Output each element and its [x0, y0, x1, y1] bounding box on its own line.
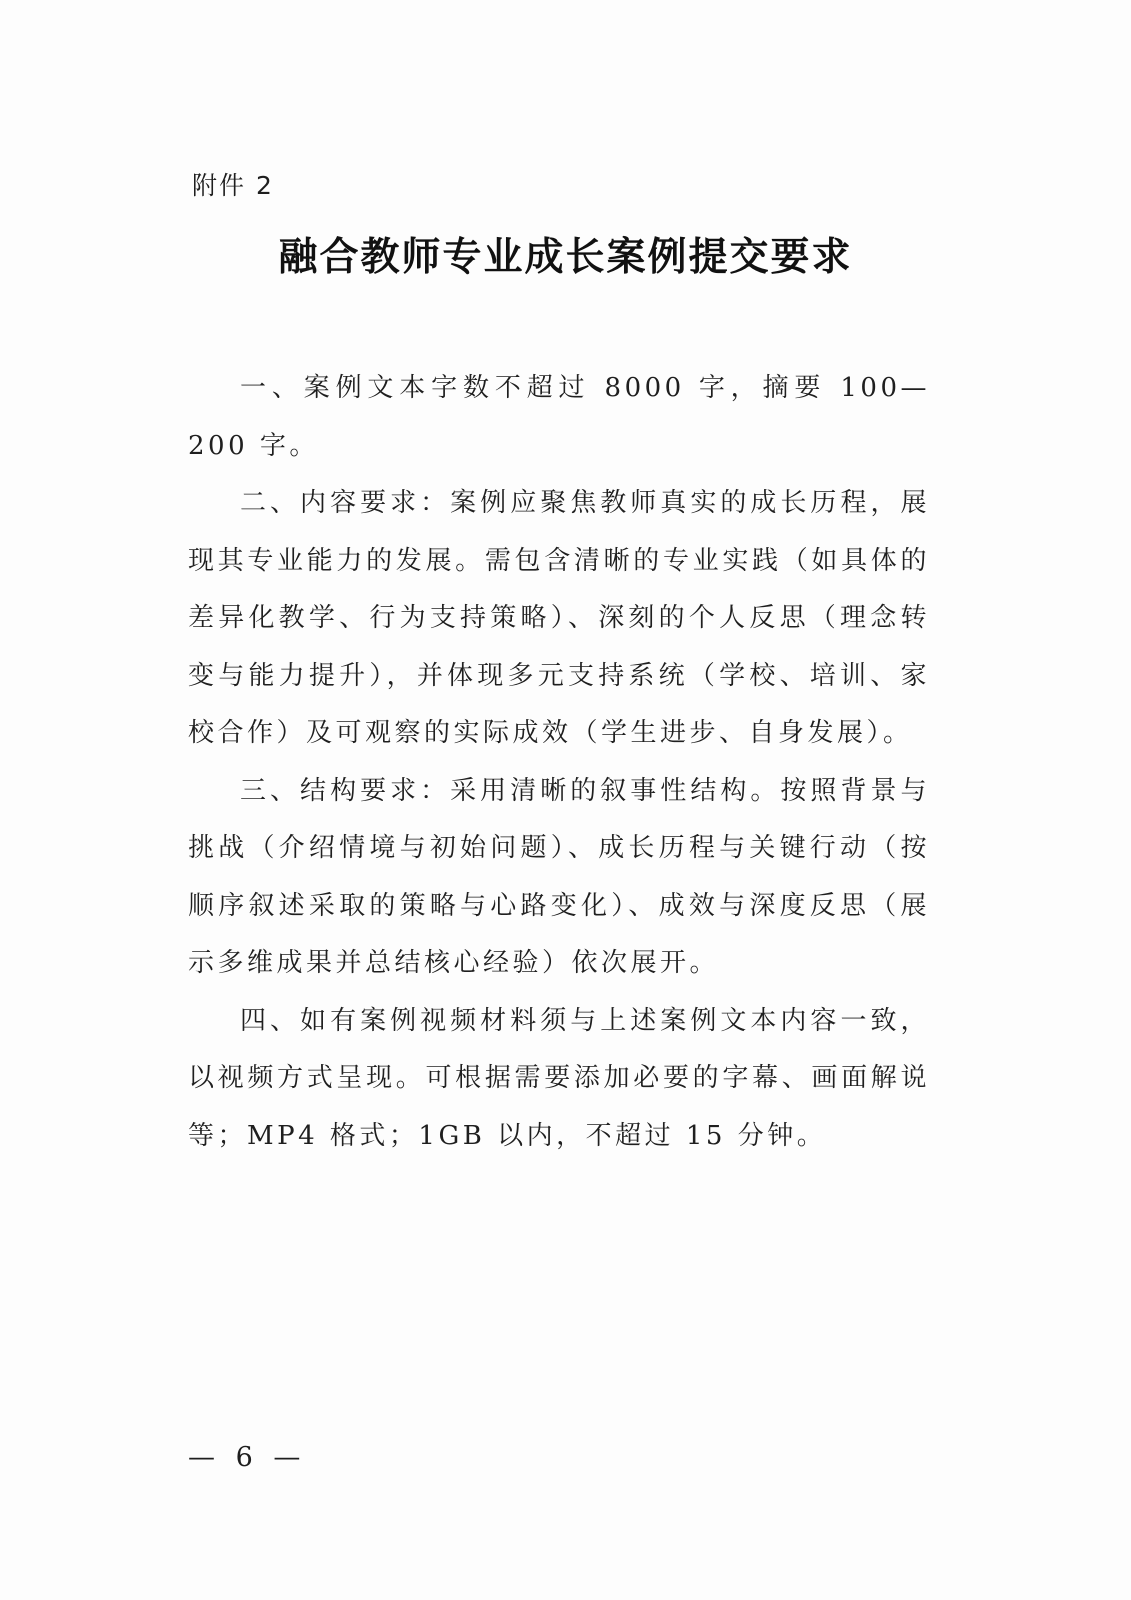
attachment-label: 附件 2: [192, 171, 274, 200]
document-body: [188, 360, 930, 1165]
paragraph-structure-requirements: 三、结构要求：采用清晰的叙事性结构。按照背景与挑战（介绍情境与初始问题）、成长历程与关键行动（按顺序叙述采取的策略与心路变化）、成效与深度反思（展示多维成果并总结核心经验）依次展开。: [188, 775, 930, 978]
paragraph-content-requirements: 二、内容要求：案例应聚焦教师真实的成长历程，展现其专业能力的发展。需包含清晰的专业实践（如具体的差异化教学、行为支持策略）、深刻的个人反思（理念转变与能力提升），并体现多元支持系统（学校、培训、家校合作）及可观察的实际成效（学生进步、自身发展）。: [188, 488, 930, 748]
paragraph-word-count: 一、案例文本字数不超过 8000 字，摘要 100—200 字。: [188, 373, 930, 461]
page-number: — 6 —: [188, 1442, 307, 1473]
paragraph-video-requirements: 四、如有案例视频材料须与上述案例文本内容一致，以视频方式呈现。可根据需要添加必要的字幕、画面解说等；MP4 格式；1GB 以内，不超过 15 分钟。: [188, 1005, 930, 1151]
document-title: 融合教师专业成长案例提交要求: [278, 235, 853, 280]
